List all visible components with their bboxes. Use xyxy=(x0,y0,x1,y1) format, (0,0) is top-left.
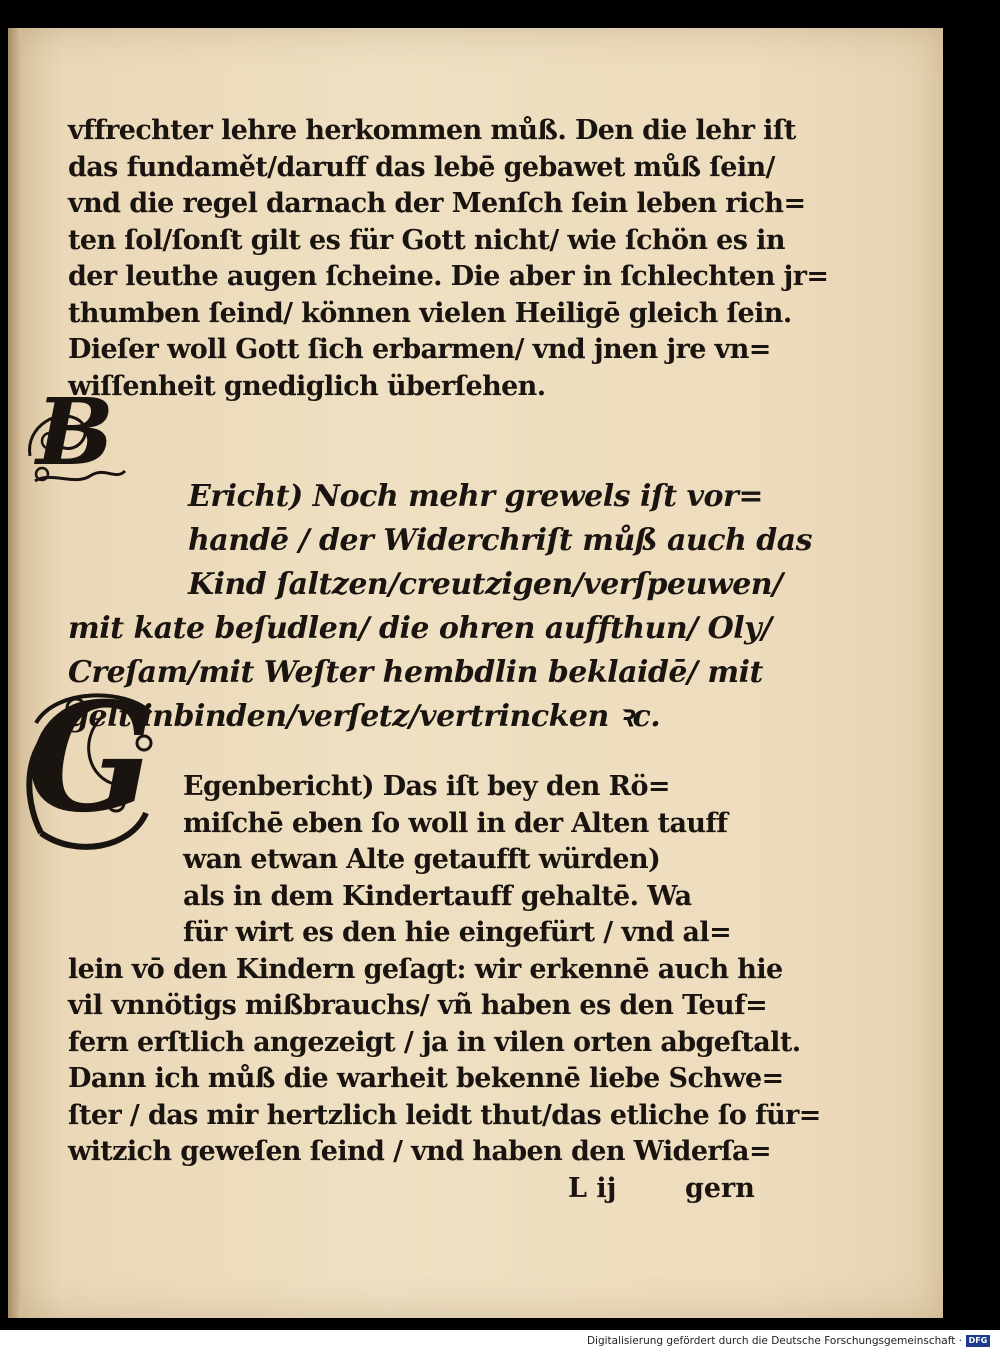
text-line: ſter / das mir hertzlich leidt thut/das etliche ſo für= xyxy=(68,1099,821,1131)
text-line: fern erſtlich angezeigt / ja in vilen orten abgeſtalt. xyxy=(68,1026,801,1058)
text-line: Ericht) Noch mehr grewels iſt vor= xyxy=(188,479,763,514)
text-line: wiſſenheit gnediglich überſehen. xyxy=(68,370,546,402)
text-line: miſchē eben ſo woll in der Alten tauff xyxy=(183,807,728,839)
text-line: als in dem Kindertauff gehaltē. Wa xyxy=(183,880,692,912)
book-page xyxy=(8,28,943,1318)
dfg-logo: DFG xyxy=(966,1335,990,1347)
text-line: vnd die regel darnach der Menſch ſein leben rich= xyxy=(68,188,806,219)
initial-letter: G xyxy=(26,670,156,846)
signature-mark: L ij xyxy=(568,1173,617,1204)
text-line: mit kate beſudlen/ die ohren auffthun/ Oly/ xyxy=(68,611,772,646)
text-line: Dann ich můß die warheit bekennē liebe Schwe= xyxy=(68,1063,784,1094)
text-line: handē / der Widerchriſt můß auch das xyxy=(188,523,813,558)
text-line: wan etwan Alte getaufft würden) xyxy=(183,844,661,875)
paragraph-3 xyxy=(68,769,821,1171)
text-line: thumben ſeind/ können vielen Heiligē gleich ſein. xyxy=(68,297,792,329)
text-line: das fundamět/daruff das lebē gebawet můß ſein/ xyxy=(68,151,775,183)
catchword: gern xyxy=(685,1173,755,1204)
text-line: witzich geweſen ſeind / vnd haben den Widerſa= xyxy=(68,1136,771,1167)
text-line: vffrechter lehre herkommen můß. Den die lehr iſt xyxy=(68,115,796,146)
footer-bar xyxy=(0,1330,1000,1352)
initial-letter: B xyxy=(36,378,114,486)
funding-credit: Digitalisierung gefördert durch die Deutsche Forschungsgemeinschaft · xyxy=(586,1335,962,1347)
text-line: Dieſer woll Gott ſich erbarmen/ vnd jnen jre vn= xyxy=(68,334,771,365)
text-line: Egenbericht) Das iſt bey den Rö= xyxy=(183,771,670,802)
text-line: gelt inbinden/verſetz/vertrincken ꝛc. xyxy=(68,699,661,734)
decorated-initial xyxy=(20,378,130,496)
text-line: für wirt es den hie eingefürt / vnd al= xyxy=(183,917,732,948)
paragraph-2 xyxy=(68,475,812,739)
text-line: vil vnnötigs mißbrauchs/ vñ haben es den Teuf= xyxy=(68,990,768,1021)
paragraph-1 xyxy=(68,113,828,405)
page-gutter xyxy=(8,28,22,1318)
text-line: Creſam/mit Weſter hembdlin beklaidē/ mit xyxy=(68,655,763,690)
text-line: der leuthe augen ſcheine. Die aber in ſchlechten jr= xyxy=(68,261,829,292)
text-line: ten ſol/ſonſt gilt es für Gott nicht/ wie ſchön es in xyxy=(68,224,785,256)
text-line: Kind ſaltzen/creutzigen/verſpeuwen/ xyxy=(188,567,783,602)
text-line: lein vō den Kindern geſagt: wir erkennē auch hie xyxy=(68,953,783,985)
decorated-initial xyxy=(16,670,166,858)
